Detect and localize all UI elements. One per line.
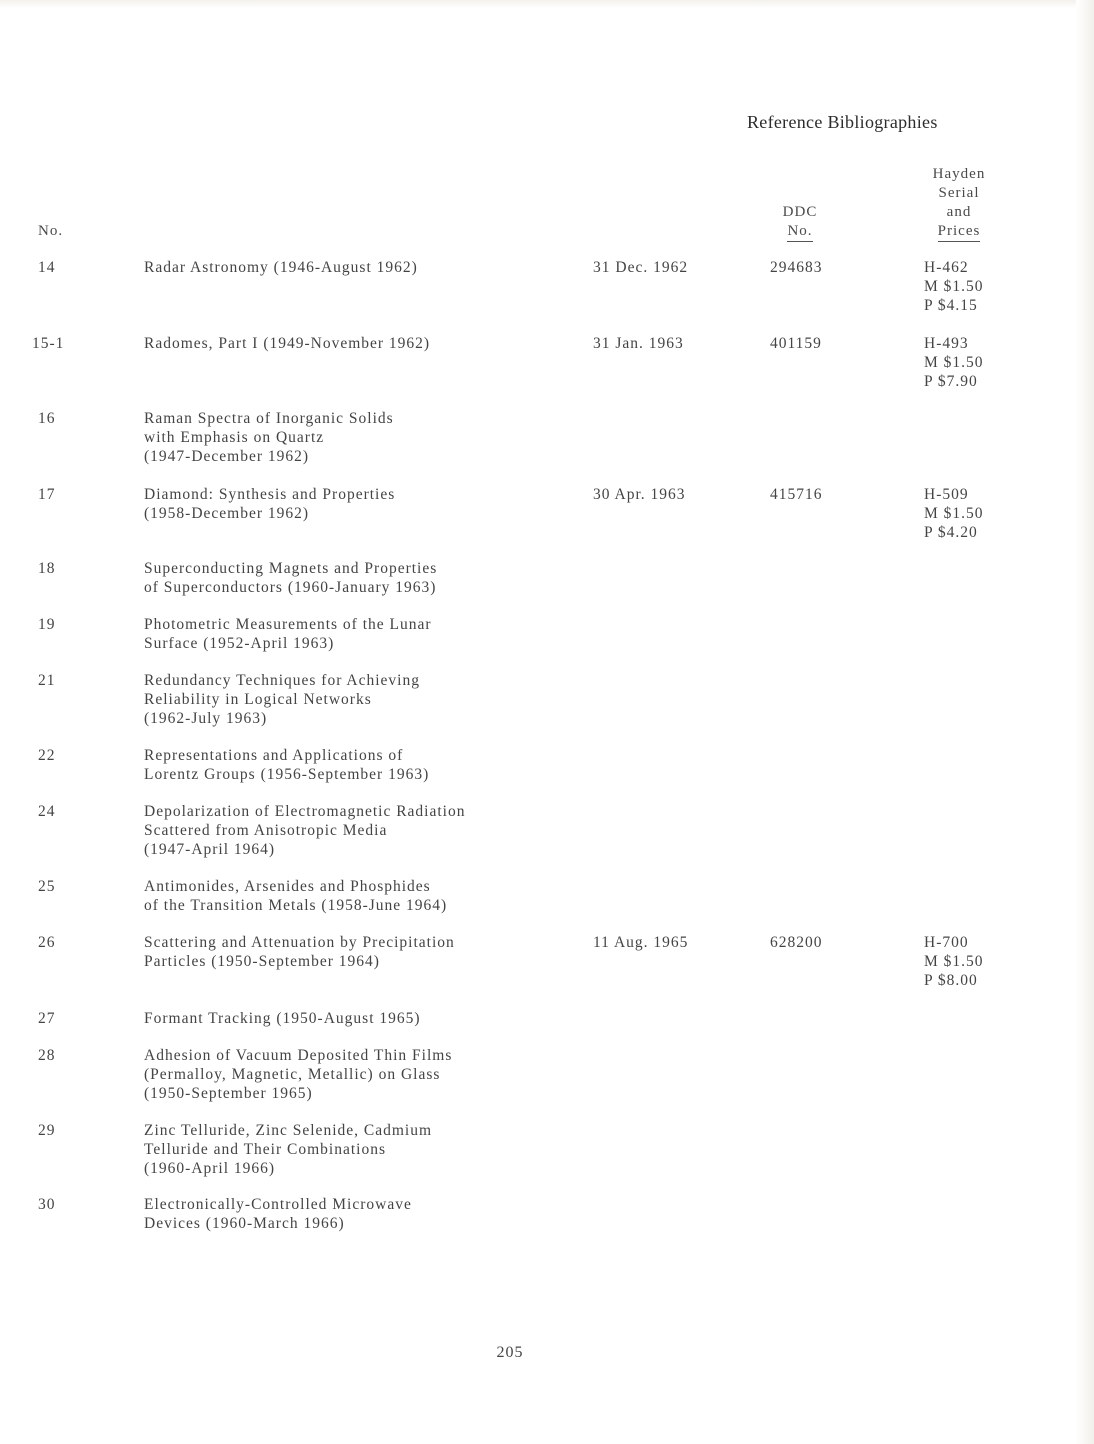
entry-title-line: with Emphasis on Quartz [144,429,325,446]
entry-title-line: Electronically-Controlled Microwave [144,1196,412,1213]
entry-number: 29 [38,1122,56,1139]
entry-title [144,802,465,859]
entry-title-line: Representations and Applications of [144,747,404,764]
entry-title-line: Depolarization of Electromagnetic Radiation [144,803,466,820]
column-header-hayden [920,165,998,242]
entry-number: 28 [38,1047,56,1064]
entry-title-line: Devices (1960-March 1966) [144,1215,345,1232]
entry-title-line: Scattering and Attenuation by Precipitation [144,934,455,951]
entry-number: 26 [38,934,56,951]
entry-title [144,615,432,653]
entry-title-line: Zinc Telluride, Zinc Selenide, Cadmium [144,1122,433,1139]
entry-title-line: (1960-April 1966) [144,1160,276,1177]
price-line: M $1.50 [924,953,984,970]
entry-title-line: Diamond: Synthesis and Properties [144,486,396,503]
entry-title [144,877,447,915]
entry-number: 27 [38,1010,56,1027]
running-head: Reference Bibliographies [747,112,938,132]
page-number: 205 [496,1344,524,1361]
entry-title [144,671,420,728]
entry-title [144,409,394,466]
entry-number: 30 [38,1196,56,1213]
hayden-serial: H-700 [924,934,969,951]
price-line: P $4.20 [924,524,978,541]
entry-title [144,933,455,971]
column-header-ddc-line1: DDC [782,204,818,220]
scan-edge-top [0,0,1094,8]
entry-title [144,334,430,353]
column-header-hayden-line4: Prices [938,222,981,242]
entry-title-line: (1947-April 1964) [144,841,276,858]
entry-title [144,1121,432,1178]
entry-title-line: Reliability in Logical Networks [144,691,372,708]
entry-title-line: of Superconductors (1960-January 1963) [144,579,437,596]
entry-title-line: (1962-July 1963) [144,710,268,727]
column-header-no: No. [38,223,64,239]
entry-number: 16 [38,410,56,427]
entry-title [144,1009,421,1028]
entry-hayden-prices [924,485,984,542]
entry-number: 15-1 [32,335,65,352]
entry-date: 31 Jan. 1963 [593,335,684,352]
entry-title-line: (1950-September 1965) [144,1085,313,1102]
entry-ddc-number: 401159 [770,335,822,352]
entry-hayden-prices [924,334,984,391]
column-header-hayden-line2: Serial [938,185,980,201]
entry-ddc-number: 415716 [770,486,823,503]
entry-ddc-number: 294683 [770,259,823,276]
entry-title-line: Photometric Measurements of the Lunar [144,616,432,633]
entry-title [144,746,429,784]
entry-hayden-prices [924,933,984,990]
price-line: P $4.15 [924,297,978,314]
entry-title-line: Adhesion of Vacuum Deposited Thin Films [144,1047,453,1064]
entry-number: 25 [38,878,56,895]
price-line: P $7.90 [924,373,978,390]
column-header-ddc-line2: No. [787,222,812,242]
column-header-ddc [770,203,830,242]
entry-number: 21 [38,672,56,689]
entry-title-line: Antimonides, Arsenides and Phosphides [144,878,431,895]
entry-number: 22 [38,747,56,764]
entry-title-line: Formant Tracking (1950-August 1965) [144,1010,421,1027]
entry-title-line: Redundancy Techniques for Achieving [144,672,420,689]
entry-title-line: Raman Spectra of Inorganic Solids [144,410,394,427]
price-line: M $1.50 [924,278,984,295]
entry-number: 24 [38,803,56,820]
entry-title-line: Scattered from Anisotropic Media [144,822,388,839]
entry-title-line: Particles (1950-September 1964) [144,953,380,970]
hayden-serial: H-462 [924,259,969,276]
scan-edge-right [1076,0,1094,1444]
entry-number: 17 [38,486,56,503]
price-line: P $8.00 [924,972,978,989]
entry-title-line: Lorentz Groups (1956-September 1963) [144,766,430,783]
entry-ddc-number: 628200 [770,934,823,951]
entry-number: 18 [38,560,56,577]
entry-hayden-prices [924,258,984,315]
price-line: M $1.50 [924,505,984,522]
entry-title-line: (Permalloy, Magnetic, Metallic) on Glass [144,1066,441,1083]
entry-title-line: (1958-December 1962) [144,505,310,522]
entry-title [144,1195,412,1233]
column-header-hayden-line1: Hayden [932,166,986,182]
entry-title-line: of the Transition Metals (1958-June 1964) [144,897,448,914]
entry-title-line: Radomes, Part I (1949-November 1962) [144,335,431,352]
entry-title-line: Radar Astronomy (1946-August 1962) [144,259,418,276]
entry-title [144,485,395,523]
hayden-serial: H-509 [924,486,969,503]
entry-number: 19 [38,616,56,633]
entry-number: 14 [38,259,56,276]
entry-title-line: (1947-December 1962) [144,448,310,465]
price-line: M $1.50 [924,354,984,371]
entry-date: 11 Aug. 1965 [593,934,689,951]
entry-title-line: Superconducting Magnets and Properties [144,560,438,577]
entry-title [144,559,437,597]
entry-title-line: Telluride and Their Combinations [144,1141,386,1158]
entry-date: 31 Dec. 1962 [593,259,689,276]
entry-title-line: Surface (1952-April 1963) [144,635,335,652]
entry-date: 30 Apr. 1963 [593,486,686,503]
entry-title [144,1046,452,1103]
column-header-hayden-line3: and [946,204,972,220]
entry-title [144,258,418,277]
hayden-serial: H-493 [924,335,969,352]
